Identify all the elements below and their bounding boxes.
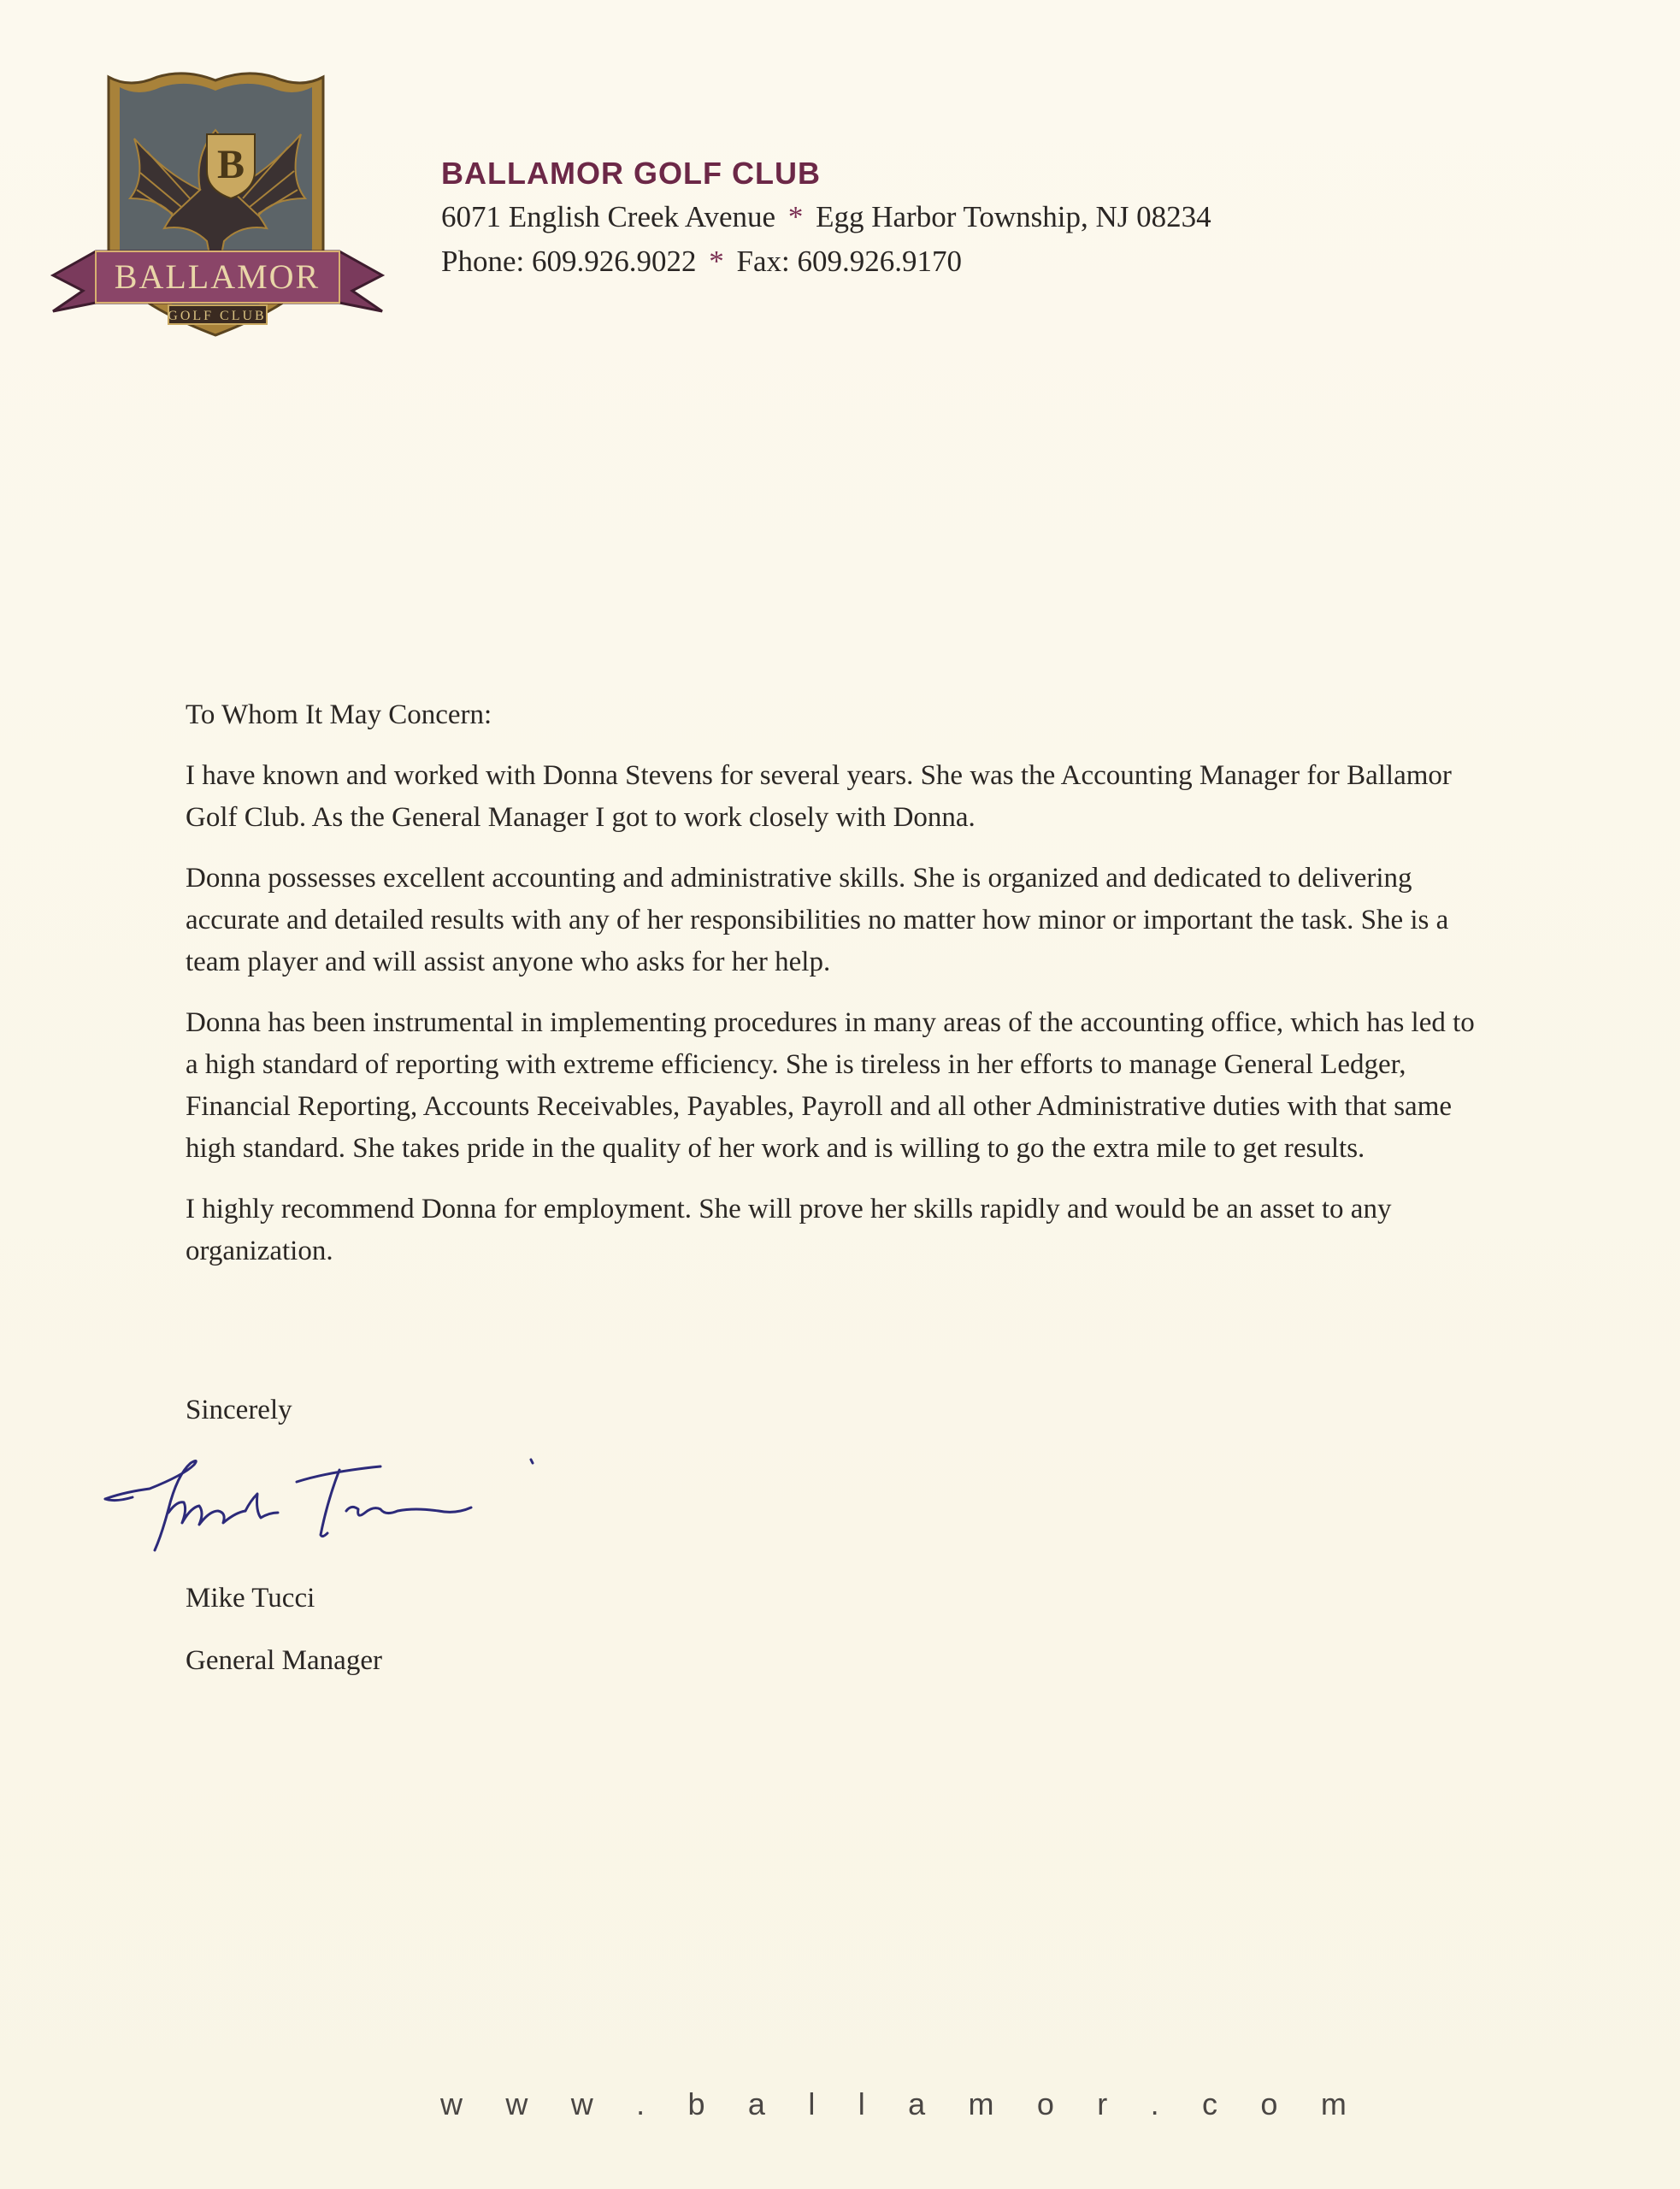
paragraph-4: I highly recommend Donna for employment. She will prove her skills rapidly and would be an asset to any organization. (186, 1194, 1392, 1266)
website-link[interactable] (440, 2086, 1347, 2122)
handwritten-signature (98, 1441, 543, 1565)
crest-banner-text: BALLAMOR (114, 257, 321, 296)
letterhead (441, 152, 1553, 284)
closing: Sincerely (186, 1395, 292, 1425)
website-char: o (1260, 2086, 1278, 2121)
separator-asterisk: * (709, 245, 724, 278)
website-char: a (747, 2086, 765, 2121)
address-city: Egg Harbor Township, NJ 08234 (816, 200, 1211, 233)
ballamor-crest-logo (44, 70, 391, 345)
paragraph-3: Donna has been instrumental in implementing procedures in many areas of the accounting office, which has led to a high standard of reporting with extreme efficiency. She is tireless in her efforts to manage General Ledger, Financial Reporting, Accounts Receivables, Payables, Payroll and all other Administrative duties with that same high standard. She takes pride in the quality of her work and is willing to go the extra mile to get results. (186, 1007, 1475, 1164)
website-char: c (1202, 2086, 1218, 2121)
club-name: BALLAMOR GOLF CLUB (441, 156, 821, 191)
website-char: w (570, 2086, 593, 2121)
website-char: b (687, 2086, 705, 2121)
address-line (441, 195, 1553, 239)
fax-number: Fax: 609.926.9170 (736, 245, 962, 278)
address-street: 6071 English Creek Avenue (441, 200, 776, 233)
crest-subbanner-text: GOLF CLUB (168, 309, 267, 323)
phone-number: Phone: 609.926.9022 (441, 245, 697, 278)
letter-body (186, 694, 1485, 1291)
website-char: r (1097, 2086, 1108, 2121)
website-char: w (505, 2086, 528, 2121)
website-char: m (968, 2086, 994, 2121)
website-char: a (908, 2086, 926, 2121)
paragraph-2: Donna possesses excellent accounting and administrative skills. She is organized and dedicated to delivering accurate and detailed results with any of her responsibilities no matter how minor or important the task. She is a team player and will assist anyone who asks for her help. (186, 863, 1449, 977)
website-char: l (858, 2086, 865, 2121)
signer-title: General Manager (186, 1645, 382, 1676)
website-char: l (808, 2086, 816, 2121)
paragraph-1: I have known and worked with Donna Stevens for several years. She was the Accounting Manager for Ballamor Golf Club. As the General Manager I got to work closely with Donna. (186, 760, 1452, 833)
website-char: . (636, 2086, 645, 2121)
crest-letter: B (216, 142, 245, 187)
separator-asterisk: * (787, 200, 804, 233)
salutation: To Whom It May Concern: (186, 699, 492, 730)
website-char: m (1320, 2086, 1347, 2121)
website-char: w (440, 2086, 463, 2121)
website-char: o (1036, 2086, 1054, 2121)
website-char: . (1150, 2086, 1159, 2121)
contact-line (441, 239, 1553, 284)
signer-name: Mike Tucci (186, 1583, 315, 1614)
